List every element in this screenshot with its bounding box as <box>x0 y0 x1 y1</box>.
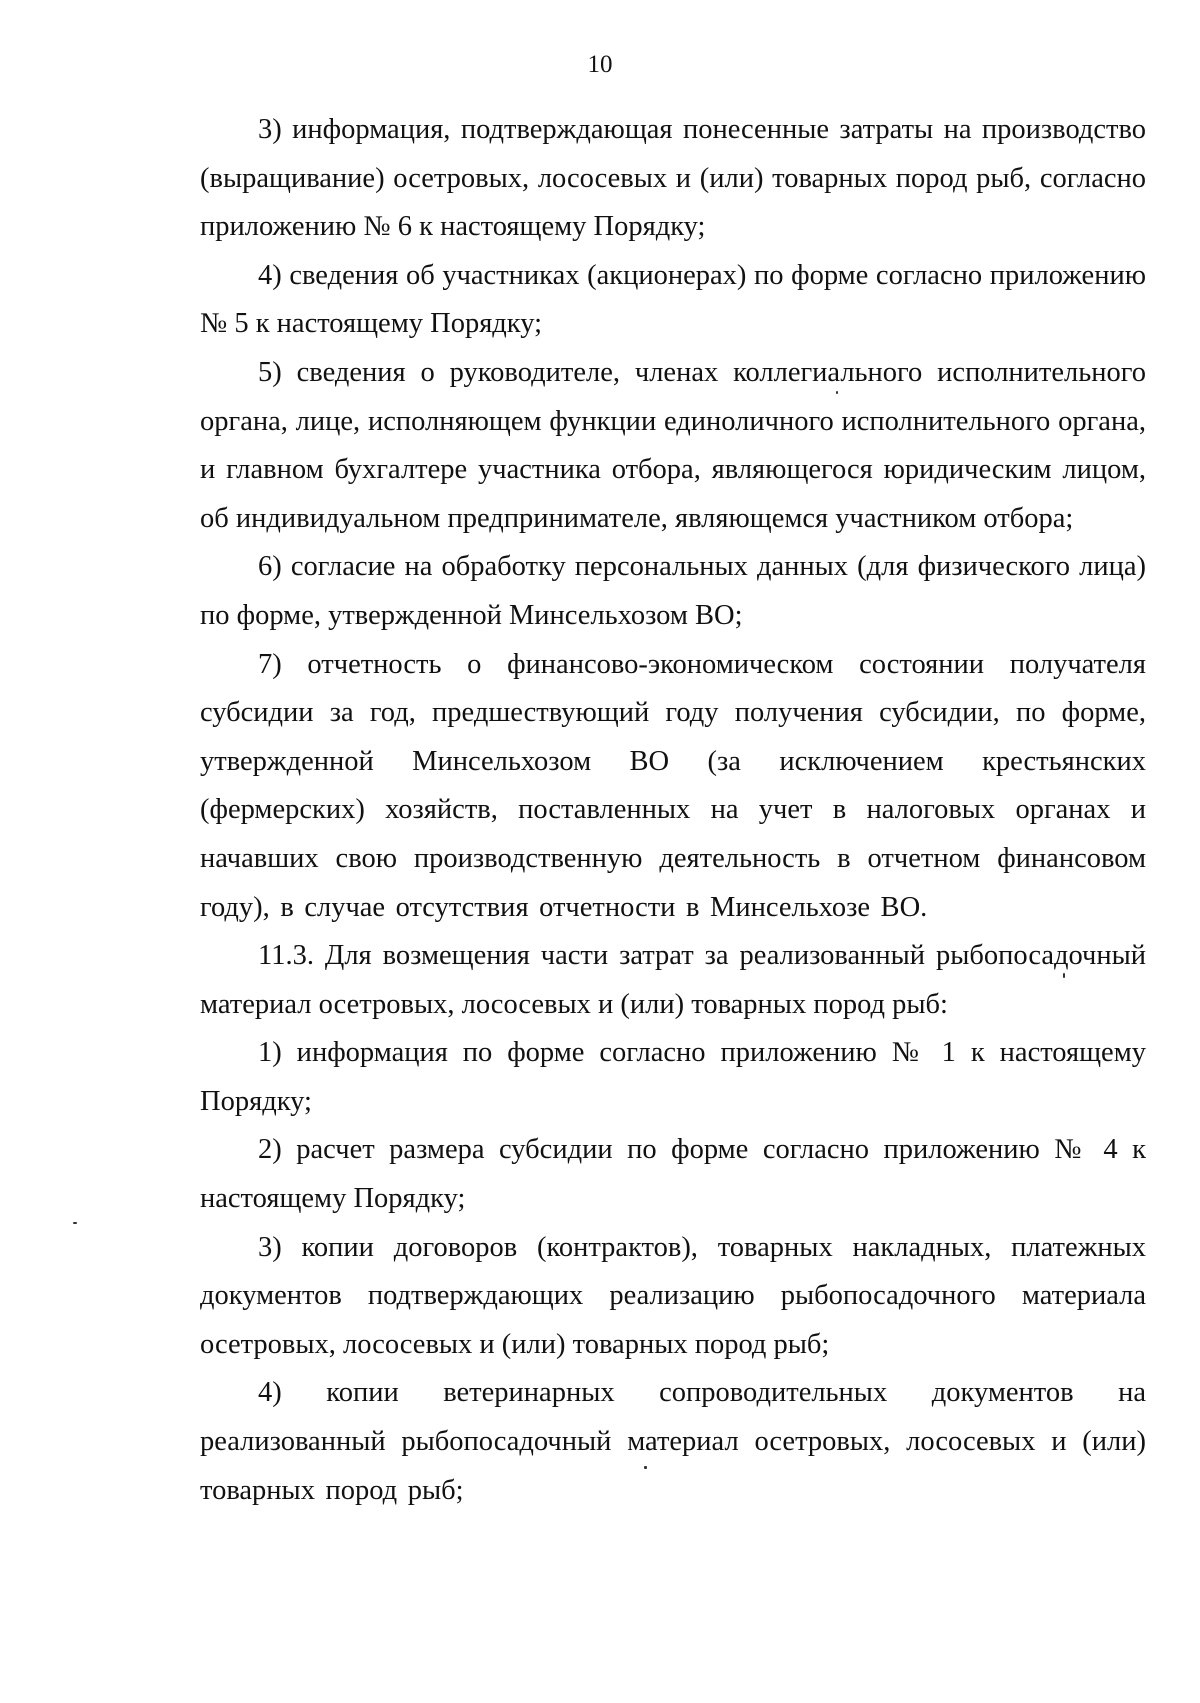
paragraph-item-1-information-form: 1) информация по форме согласно приложению № 1 к настоящему Порядку; <box>200 1037 1146 1117</box>
scan-speck <box>836 391 838 394</box>
scan-speck <box>644 1466 647 1469</box>
scan-speck <box>1063 973 1065 978</box>
paragraph-item-3-production-costs: 3) информация, подтверждающая понесенные затраты на производство (выращивание) осетровых, лососевых и (или) товарных пород рыб, согласно приложению № 6 к настоящему Порядку; <box>200 114 1146 243</box>
paragraph-item-3-contract-copies: 3) копии договоров (контрактов), товарных накладных, платежных документов подтверждающих реализацию рыбопосадочного материала осетровых, лососевых и (или) товарных пород рыб; <box>200 1231 1146 1360</box>
paragraph-item-7-financial-report: 7) отчетность о финансово-экономическом состоянии получателя субсидии за год, предшествующий году получения субсидии, по форме, утвержденной Минсельхозом ВО (за исключением крестьянских (фермерских) хозяйств, поставленных на учет в налоговых органах и начавших свою производственную деятельность в отчетном финансовом году), в случае отсутствия отчетности в Минсельхозе ВО. <box>200 648 1146 923</box>
scan-speck <box>73 1222 77 1224</box>
paragraph-item-4-veterinary-docs: 4) копии ветеринарных сопроводительных документов на реализованный рыбопосадочный материал осетровых, лососевых и (или) товарных пород рыб; <box>200 1377 1146 1506</box>
paragraph-item-6-personal-data-consent: 6) согласие на обработку персональных данных (для физического лица) по форме, утвержденной Минсельхозом ВО; <box>200 551 1146 631</box>
page-number: 10 <box>587 51 613 78</box>
paragraph-item-4-shareholders: 4) сведения об участниках (акционерах) по форме согласно приложению № 5 к настоящему Порядку; <box>200 259 1146 340</box>
paragraph-item-5-management-info: 5) сведения о руководителе, членах коллегиального исполнительного органа, лице, исполняющем функции единоличного исполнительного органа, и главном бухгалтере участника отбора, являющегося юридическим лицом, об индивидуальном предпринимателе, являющемся участником отбора; <box>200 356 1146 534</box>
document-body <box>200 106 1146 1515</box>
section-11-3-heading: 11.3. Для возмещения части затрат за реализованный рыбопосадочный материал осетровых, лососевых и (или) товарных пород рыб: <box>200 940 1146 1020</box>
paragraph-item-2-subsidy-calculation: 2) расчет размера субсидии по форме согласно приложению № 4 к настоящему Порядку; <box>200 1134 1146 1215</box>
